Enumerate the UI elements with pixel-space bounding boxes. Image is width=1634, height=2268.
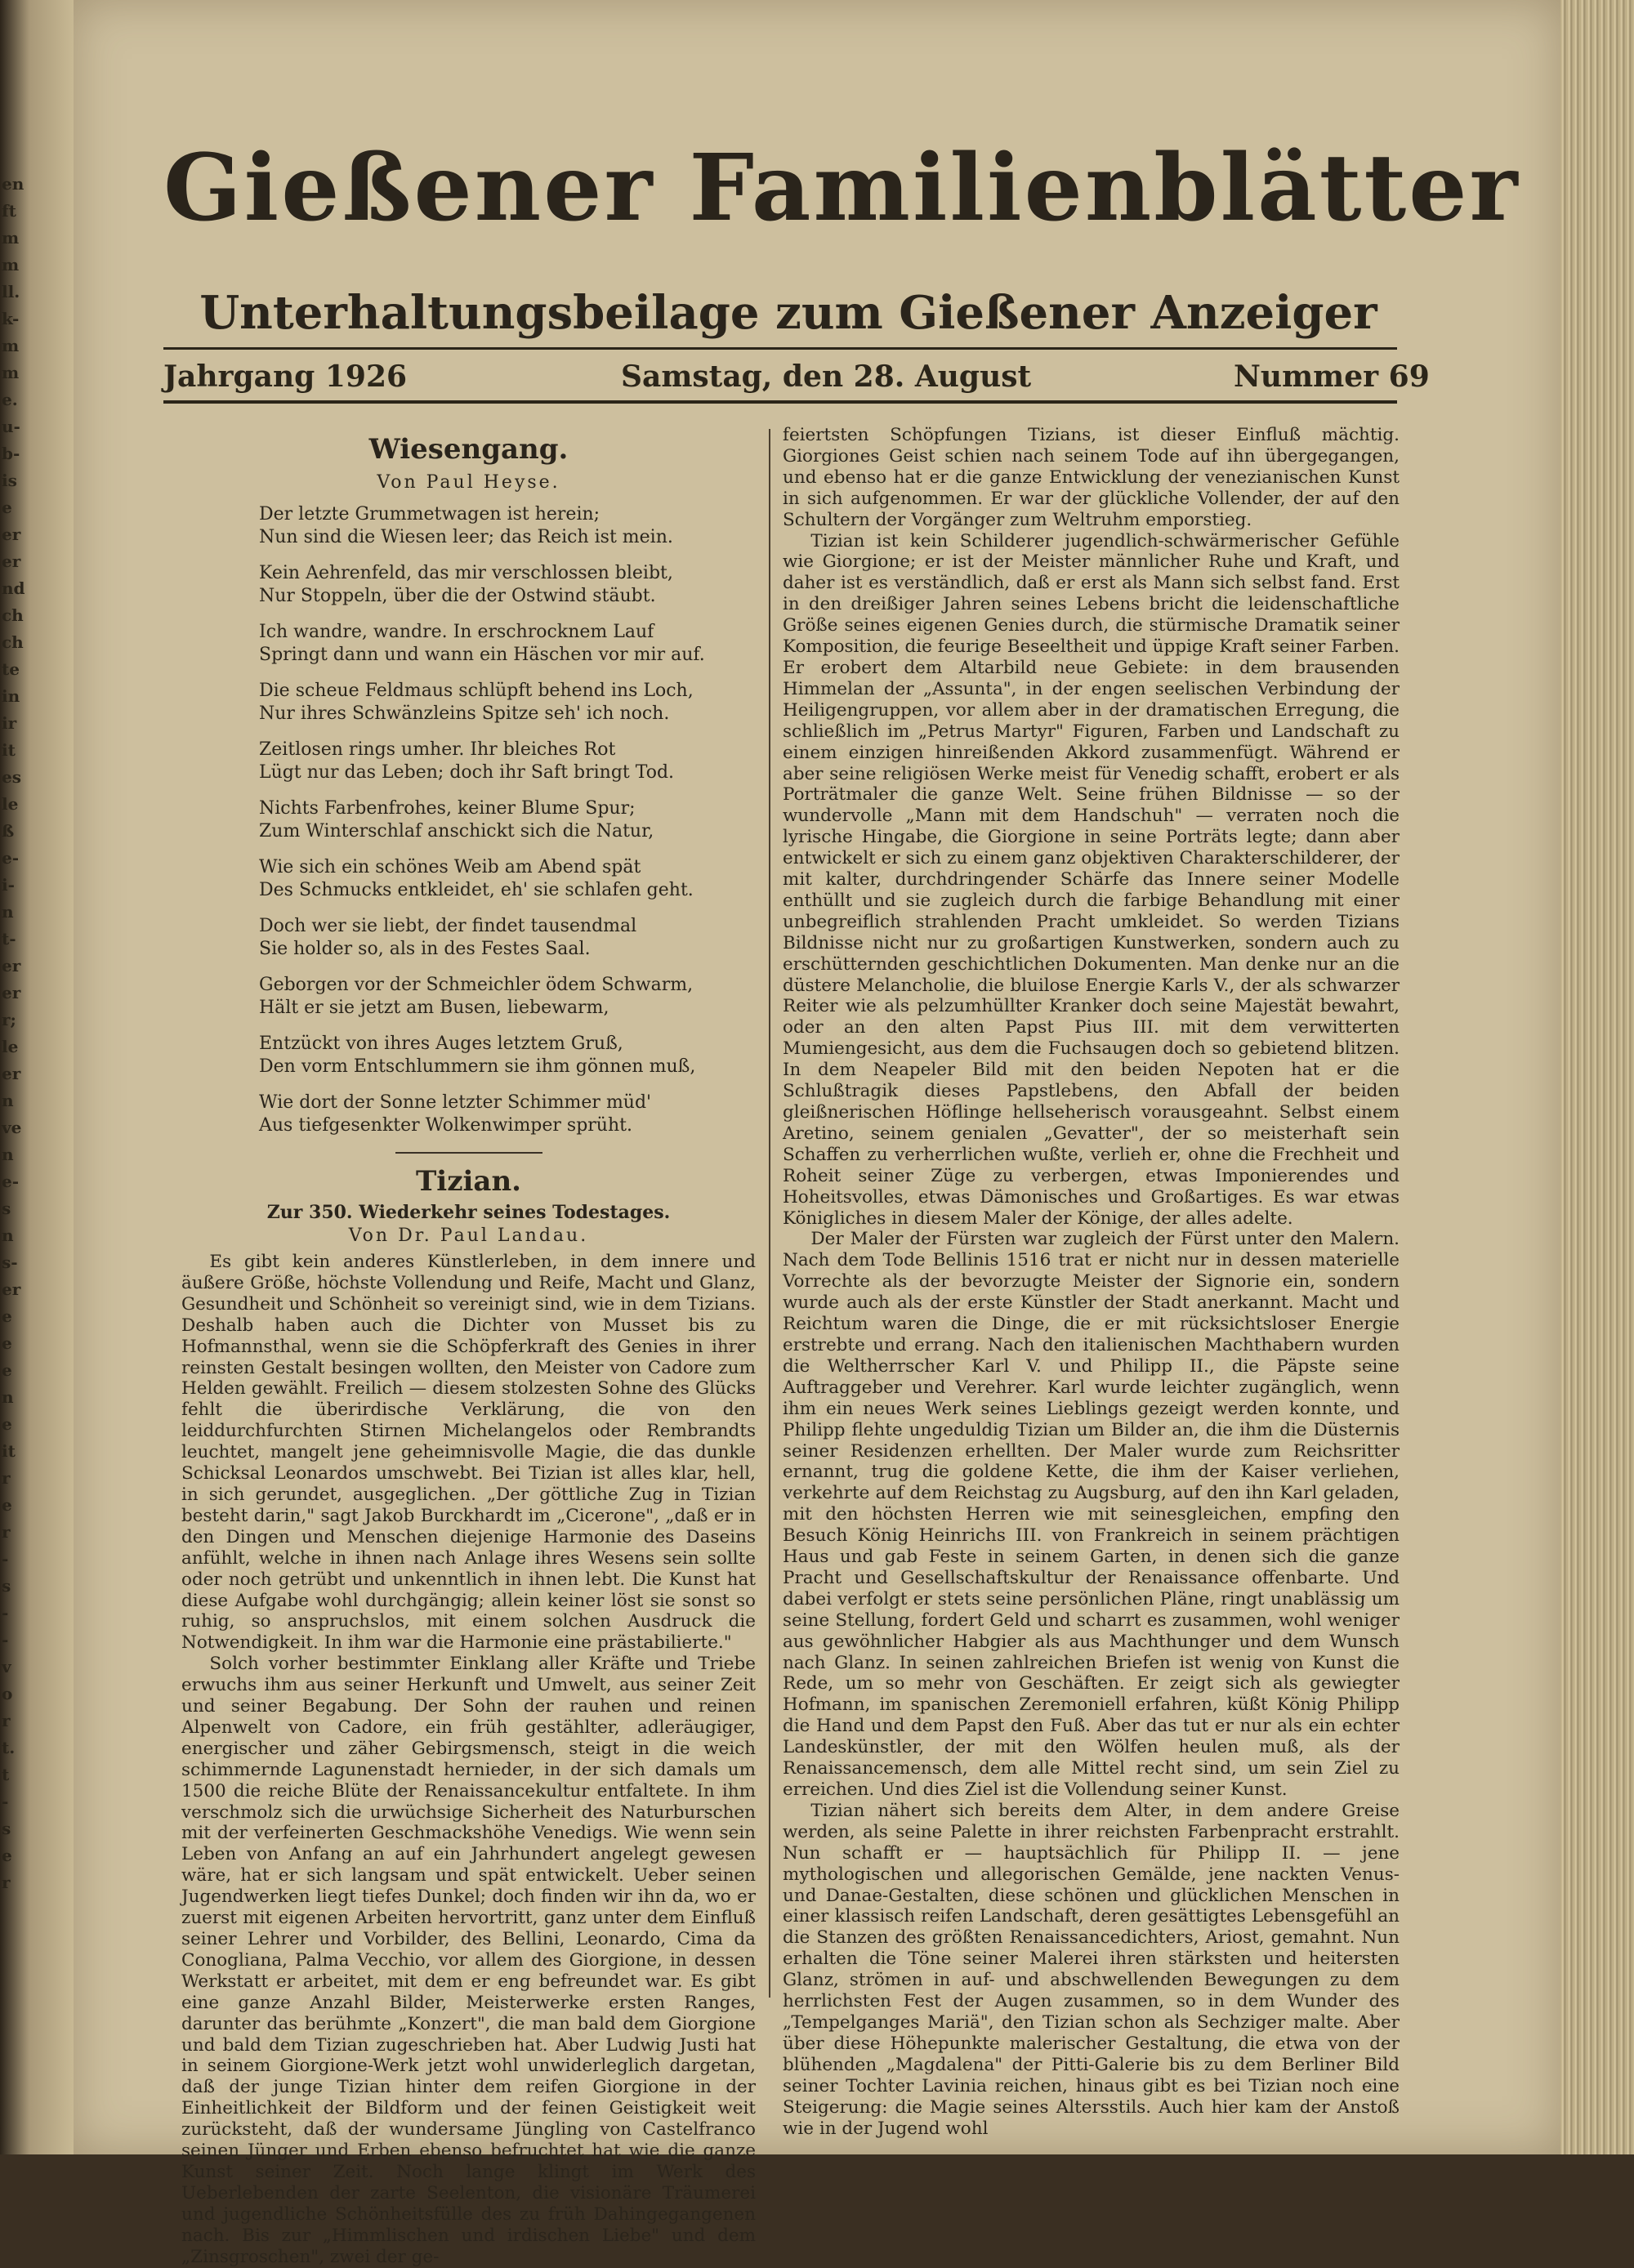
facing-page-fragment: er	[2, 525, 21, 544]
facing-page-fragment: e.	[2, 390, 18, 409]
facing-page-fragment: e	[2, 1495, 12, 1515]
facing-page-fragment: s	[2, 1576, 11, 1596]
poem-line: Geborgen vor der Schmeichler ödem Schwarm,	[259, 975, 694, 995]
article-subtitle: Zur 350. Wiederkehr seines Todestages.	[266, 1202, 671, 1223]
facing-page-fragment: e	[2, 1414, 12, 1434]
poem-line: Wie sich ein schönes Weib am Abend spät	[259, 857, 641, 877]
facing-page-fragment: er	[2, 956, 21, 976]
facing-page-fragment: er	[2, 1064, 21, 1083]
facing-page-fragment: en	[2, 174, 25, 194]
facing-page-fragment: m	[2, 363, 20, 382]
facing-page-fragment: ll.	[2, 282, 20, 301]
facing-page-fragment: n	[2, 1226, 14, 1245]
right-column	[783, 425, 1400, 2139]
facing-page-fragment: le	[2, 1037, 19, 1056]
facing-page-fragment: r	[2, 1711, 11, 1730]
article-paragraph: Der Maler der Fürsten war zugleich der Fürst unter den Malern. Nach dem Tode Bellinis 1516 trat er nicht nur in dessen materielle Vorrechte als der bevorzugte Meister der Signorie ein, sondern wurde auch als der erste Künstler der Stadt anerkannt. Macht und Reichtum waren die Dinge, die er mit rücksichtsloser Energie erstrebte und errang. Nach den italienischen Machthabern wurden die Weltherrscher Karl V. und Philipp II., die Päpste seine Auftraggeber und Verehrer. Karl wurde leichter zugänglich, wenn ihm ein neues Werk seines Lieblings gezeigt werden konnte, und Philipp flehte ungeduldig Tizian um Bilder an, die ihm die Düsternis seiner Residenzen erhellten. Der Maler wurde zum Reichsritter ernannt, trug die goldene Kette, die ihm der Kaiser verliehen, verkehrte auf dem Reichstag zu Augsburg, auf den ihn Karl geladen, mit den höchsten Herren wie mit seinesgleichen, empfing den Besuch König Heinrichs III. von Frankreich in seinem prächtigen Haus und gab Feste in seinem Garten, in denen sich die ganze Pracht und Gesellschaftskultur der Renaissance offenbarte. Und dabei verfolgt er stets seine persönlichen Pläne, ringt unablässig um seine Stellung, fordert Geld und scharrt es zusammen, wohl weniger aus gewöhnlicher Habgier als aus Machthunger und dem Wunsch nach Glanz. In seinen zahlreichen Briefen ist wenig von Kunst die Rede, um so mehr von Geschäften. Er zeigt sich als gewiegter Hofmann, im spanischen Zeremoniell erfahren, küßt König Philipp die Hand und dem Papst den Fuß. Aber das tut er nur als ein echter Landeskünstler, der mit den Wölfen heulen muß, als der Renaissancemensch, dem alle Mittel recht sind, um sein Ziel zu erreichen. Und dies Ziel ist die Vollendung seiner Kunst.	[783, 1229, 1400, 1800]
facing-page-fragment: e	[2, 1846, 12, 1865]
facing-page-fragment: t-	[2, 929, 16, 949]
poem-line: Den vorm Entschlummern sie ihm gönnen muß,	[259, 1056, 696, 1077]
facing-page-fragment: ch	[2, 605, 24, 625]
facing-page-fragment: t.	[2, 1738, 16, 1757]
facing-page-fragment: e	[2, 1360, 12, 1380]
facing-page-fragment: n	[2, 1091, 14, 1110]
facing-page-fragment: n	[2, 1387, 14, 1407]
poem-line: Wie dort der Sonne letzter Schimmer müd'	[259, 1092, 652, 1113]
facing-page-fragment: e-	[2, 1172, 20, 1191]
poem-line: Nur Stoppeln, über die der Ostwind stäubt.	[259, 586, 656, 606]
facing-page-fragment: le	[2, 794, 19, 814]
left-column	[181, 425, 756, 2268]
facing-page-fragment: er	[2, 983, 21, 1002]
poem-title: Wiesengang.	[368, 433, 569, 466]
facing-page-fragment: e	[2, 1306, 12, 1326]
poem-line: Ich wandre, wandre. In erschrocknem Lauf	[259, 622, 654, 642]
facing-page-fragment: es	[2, 767, 21, 787]
poem-stanza	[259, 503, 756, 549]
masthead-rule-top	[163, 347, 1397, 350]
poem-line: Der letzte Grummetwagen ist herein;	[259, 504, 600, 525]
facing-page-fragment: er	[2, 551, 21, 571]
facing-page-fragment: r	[2, 1873, 11, 1892]
article-paragraph: Tizian ist kein Schilderer jugendlich-schwärmerischer Gefühle wie Giorgione; er ist der Meister männlicher Ruhe und Kraft, und daher ist es verständlich, daß er erst als Mann sich selbst fand. Erst in den dreißiger Jahren seines Lebens bricht die leidenschaftliche Größe seines eigenen Genies durch, die stürmische Dramatik seiner Komposition, die feurige Beseeltheit und üppige Kraft seiner Farben. Er erobert dem Altarbild neue Gebiete: in dem brausenden Himmelan der „Assunta", in der engen seelischen Verbindung der Heiligengruppen, vor allem aber in der dramatischen Erregung, die schließlich im „Petrus Martyr" Figuren, Farben und Landschaft zu einem einzigen hinreißenden Akkord zusammenfügt. Während er aber seine religiösen Werke meist für Venedig schafft, erobert er als Porträtmaler die ganze Welt. Seine frühen Bildnisse — so der wundervolle „Mann mit dem Handschuh" — verraten noch die lyrische Hingabe, die Giorgione in seine Porträts legte; dann aber entwickelt er sich zu einem ganz objektiven Charakterschilderer, der mit kalter, durchdringender Schärfe das Innere seiner Modelle enthüllt und sie zugleich durch die farbige Behandlung mit einer unbegreiflich strahlenden Pracht umkleidet. So werden Tizians Bildnisse nicht nur zu großartigen Kunstwerken, sondern auch zu erschütternden geschichtlichen Dokumenten. Man denke nur an die düstere Melancholie, die bluilose Energie Karls V., der als schwarzer Reiter wie als pelzumhüllter Kranker doch seine Majestät bewahrt, oder an den alten Papst Pius III. mit dem verwitterten Mumiengesicht, aus dem die Fuchsaugen doch so gebietend blitzen. In dem Neapeler Bild mit den beiden Nepoten hat er die Schlußtragik dieses Papstlebens, den Abfall der beiden gleißnerischen Höflinge hellseherisch vorausgeahnt. Selbst einem Aretino, seinem genialen „Gevatter", der so meisterhaft sein Schaffen zu verherrlichen wußte, verlieh er, ohne die Frechheit und Roheit seiner Züge zu verbergen, etwas Imponierendes und Hoheitsvolles, etwas Dämonisches und Großartiges. Es war etwas Königliches in diesem Maler der Könige, der alles adelte.	[783, 530, 1400, 1229]
poem-line: Entzückt von ihres Auges letztem Gruß,	[259, 1034, 623, 1054]
poem-line: Zeitlosen rings umher. Ihr bleiches Rot	[259, 739, 616, 760]
facing-page-fragment: is	[2, 471, 17, 490]
facing-page-fragment: -	[2, 1603, 9, 1623]
poem-line: Nur ihres Schwänzleins Spitze seh' ich noch.	[259, 703, 670, 724]
poem-line: Lügt nur das Leben; doch ihr Saft bringt Tod.	[259, 762, 675, 783]
facing-page-fragment: ve	[2, 1118, 22, 1137]
poem-line: Zum Winterschlaf anschickt sich die Natur,	[259, 821, 654, 842]
facing-page-fragment: nd	[2, 578, 25, 598]
issue-date: Samstag, den 28. August	[621, 359, 1032, 394]
facing-page-fragment: v	[2, 1657, 11, 1676]
facing-page-edge	[0, 0, 74, 2154]
article-paragraph: Es gibt kein anderes Künstlerleben, in dem innere und äußere Größe, höchste Vollendung und Reife, Macht und Glanz, Gesundheit und Schönheit so vereinigt sind, wie in dem Tizians. Deshalb haben auch die Dichter von Musset bis zu Hofmannsthal, wenn sie die Schöpferkraft des Genies in ihrer reinsten Gestalt besingen wollten, den Meister von Cadore zum Helden gewählt. Freilich — diesem stolzesten Sohne des Glücks fehlt die überirdische Verklärung, die von den leiddurchfurchten Stirnen Michelangelos oder Rembrandts leuchtet, mangelt jene geheimnisvolle Magie, die das dunkle Schicksal Leonardos umschwebt. Bei Tizian ist alles klar, hell, in sich gerundet, ausgeglichen. „Der göttliche Zug in Tizian besteht darin," sagt Jakob Burckhardt im „Cicerone", „daß er in den Dingen und Menschen diejenige Harmonie des Daseins anfühlt, welche in ihnen nach Anlage ihres Wesens sein sollte oder noch getrübt und unkenntlich in ihnen lebt. Die Kunst hat diese Aufgabe wohl durchgängig; allein keiner löst sie sonst so ruhig, so anspruchslos, mit einem solchen Ausdruck die Notwendigkeit. In ihm war die Harmonie eine prästabilierte."	[181, 1252, 756, 1654]
masthead-title: Gießener Familienblätter	[163, 135, 1520, 242]
facing-page-fragment: s	[2, 1819, 11, 1838]
poem-body	[181, 503, 756, 1137]
poem-stanza	[259, 621, 756, 667]
facing-page-fragment: t	[2, 1765, 10, 1784]
poem-line: Sie holder so, als in des Festes Saal.	[259, 939, 591, 959]
facing-page-fragment: er	[2, 1279, 21, 1299]
poem-line: Nichts Farbenfrohes, keiner Blume Spur;	[259, 798, 636, 819]
facing-page-fragment: n	[2, 902, 14, 922]
masthead-subtitle: Unterhaltungsbeilage zum Gießener Anzeiger	[199, 286, 1377, 340]
poem-author: Von Paul Heyse.	[377, 472, 560, 493]
facing-page-fragment: ch	[2, 632, 24, 652]
facing-page-fragment: r	[2, 1522, 11, 1542]
book-edge	[1560, 0, 1634, 2154]
article-paragraph: feiertsten Schöpfungen Tizians, ist dieser Einfluß mächtig. Giorgiones Geist schien nach seinem Tode auf ihn übergegangen, und ebenso hat er die ganze Entwicklung der venezianischen Kunst in sich aufgenommen. Er war der glückliche Vollender, der auf den Schultern der Vorgänger zum Weltruhm emporstieg.	[783, 425, 1400, 530]
poem-stanza	[259, 915, 756, 961]
article-title: Tizian.	[415, 1165, 522, 1198]
poem-line: Hält er sie jetzt am Busen, liebewarm,	[259, 998, 609, 1018]
poem-line: Die scheue Feldmaus schlüpft behend ins Loch,	[259, 681, 694, 701]
facing-page-fragment: b-	[2, 444, 20, 463]
poem-line: Springt dann und wann ein Häschen vor mir auf.	[259, 645, 705, 665]
poem-stanza	[259, 1092, 756, 1137]
facing-page-fragment: s	[2, 1199, 11, 1218]
poem-stanza	[259, 680, 756, 725]
poem-line: Nun sind die Wiesen leer; das Reich ist mein.	[259, 527, 673, 547]
facing-page-fragment: m	[2, 336, 20, 355]
poem-stanza	[259, 974, 756, 1020]
poem-line: Doch wer sie liebt, der findet tausendmal	[259, 916, 637, 936]
poem-stanza	[259, 856, 756, 902]
article-text-left	[181, 1252, 756, 2268]
facing-page-fragment: te	[2, 659, 20, 679]
poem-line: Des Schmucks entkleidet, eh' sie schlafen geht.	[259, 880, 694, 900]
facing-page-fragment: r	[2, 1468, 11, 1488]
facing-page-fragment: u-	[2, 417, 20, 436]
article-paragraph: Tizian nähert sich bereits dem Alter, in dem andere Greise werden, als seine Palette in ihrer reichsten Farbenpracht erstrahlt. Nun schafft er — hauptsächlich für Philipp II. — jene mythologischen und allegorischen Gemälde, jene nackten Venus- und Danae-Gestalten, diese schönen und glücklichen Menschen in einer klassisch reifen Landschaft, deren gesättigtes Lebensgefühl an die Stanzen des größten Renaissancedichters, Ariost, gemahnt. Nun erhalten die Töne seiner Malerei ihren stärksten und heitersten Glanz, strömen in auf- und abschwellenden Bewegungen zu dem herrlichsten Fest der Augen zusammen, so in dem Wunder des „Tempelganges Mariä", den Tizian schon als Sechziger malte. Aber über diese Höhepunkte malerischer Gestaltung, die etwa von der blühenden „Magdalena" der Pitti-Galerie bis zu dem Berliner Bild seiner Tochter Lavinia reichen, hinaus gibt es bei Tizian noch eine Steigerung: die Magie seines Altersstils. Auch hier kam der Anstoß wie in der Jugend wohl	[783, 1800, 1400, 2139]
poem-line: Aus tiefgesenkter Wolkenwimper sprüht.	[259, 1115, 632, 1136]
facing-page-fragment: it	[2, 740, 16, 760]
issue-volume: Jahrgang 1926	[163, 359, 408, 394]
facing-page-fragment: m	[2, 228, 20, 248]
poem-stanza	[259, 562, 756, 608]
facing-page-fragment: o	[2, 1684, 13, 1703]
poem-stanza	[259, 739, 756, 784]
article-paragraph: Solch vorher bestimmter Einklang aller Kräfte und Triebe erwuchs ihm aus seiner Herkunft und Umwelt, aus seiner Zeit und seiner Begabung. Der Sohn der rauhen und reinen Alpenwelt von Cadore, ein früh gestählter, adleräugiger, energischer und zäher Gebirgsmensch, steigt in die weich schimmernde Lagunenstadt hernieder, in der sich damals um 1500 die reiche Blüte der Renaissancekultur entfaltete. In ihm verschmolz sich die urwüchsige Sicherheit des Naturburschen mit der verfeinerten Geschmackshöhe Venedigs. Wie wenn sein Leben von Anfang an auf ein Jahrhundert angelegt gewesen wäre, hat er sich langsam und spät entwickelt. Ueber seinen Jugendwerken liegt tiefes Dunkel; doch finden wir ihn da, wo er zuerst mit eigenen Arbeiten hervortritt, ganz unter dem Einfluß seiner Lehrer und Vorbilder, des Bellini, Leonardo, Cima da Conogliana, Palma Vecchio, vor allem des Giorgione, in dessen Werkstatt er arbeitet, mit dem er eng befreundet war. Es gibt eine ganze Anzahl Bilder, Meisterwerke ersten Ranges, darunter das berühmte „Konzert", die man bald dem Giorgione und bald dem Tizian zugeschrieben hat. Aber Ludwig Justi hat in seinem Giorgione-Werk jetzt wohl unwiderleglich dargetan, daß der junge Tizian hinter dem reifen Giorgione in der Einheitlichkeit der Bildform und der feinen Geistigkeit weit zurücksteht, daß der wundersame Jüngling von Castelfranco seinen Jünger und Erben ebenso befruchtet hat wie die ganze Kunst seiner Zeit. Noch lange klingt im Werk des Ueberlebenden der zarte Seelenton, die visionäre Träumerei und jugendliche Schönheitsfülle des zu früh Dahingegangenen nach. Bis zur „Himmlischen und irdischen Liebe" und dem „Zinsgroschen", zwei der ge-	[181, 1654, 756, 2267]
facing-page-fragment: -	[2, 1549, 9, 1569]
facing-page-fragment: r;	[2, 1010, 16, 1029]
poem-line: Kein Aehrenfeld, das mir verschlossen bleibt,	[259, 563, 673, 583]
facing-page-fragment: k-	[2, 309, 20, 328]
facing-page-fragment: ft	[2, 201, 16, 221]
facing-page-fragment: ir	[2, 713, 17, 733]
facing-page-fragment: -	[2, 1792, 9, 1811]
facing-page-fragment: i-	[2, 875, 15, 895]
facing-page-fragment: -	[2, 1630, 9, 1650]
facing-page-fragment: in	[2, 686, 20, 706]
poem-stanza	[259, 797, 756, 843]
facing-page-fragment: m	[2, 255, 20, 275]
masthead-rule-bottom	[163, 400, 1397, 404]
section-separator	[395, 1152, 542, 1154]
column-divider	[769, 429, 770, 1998]
article-author: Von Dr. Paul Landau.	[348, 1226, 589, 1246]
facing-page-fragment: ß	[2, 821, 15, 841]
facing-page-fragment: e-	[2, 848, 20, 868]
facing-page-fragment: e	[2, 498, 12, 517]
article-text-right	[783, 425, 1400, 2139]
issue-number: Nummer 69	[1234, 359, 1430, 394]
poem-stanza	[259, 1033, 756, 1078]
facing-page-fragment: e	[2, 1333, 12, 1353]
facing-page-fragment: n	[2, 1145, 14, 1164]
facing-page-fragment: it	[2, 1441, 16, 1461]
facing-page-fragment: s-	[2, 1252, 18, 1272]
